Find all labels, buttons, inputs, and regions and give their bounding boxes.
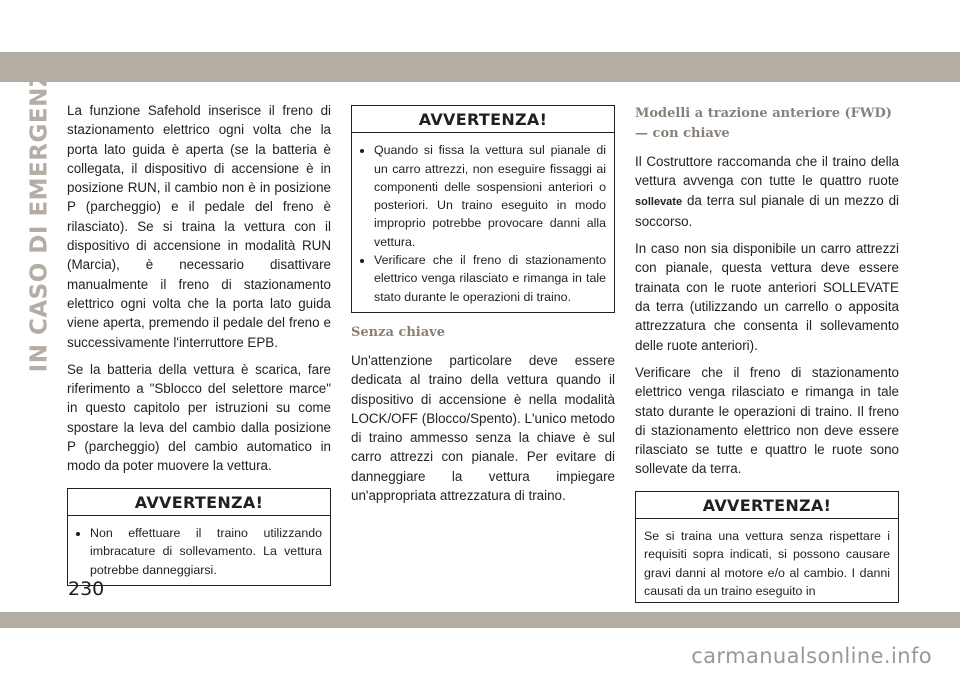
warning-title: AVVERTENZA! xyxy=(352,106,614,133)
warning-box xyxy=(67,488,331,586)
paragraph-parking-brake: Verificare che il freno di stazionamento elettrico venga rilasciato e rimanga in tale stato durante le operazioni di traino. Il freno di stazionamento elettrico non deve essere rilasciato se tutte e quattro le ruote sono sollevate da terra. xyxy=(635,364,899,477)
paragraph-keyless: Un'attenzione particolare deve essere dedicata al traino della vettura quando il dispositivo di accensione è nella modalità LOCK/OFF (Blocco/Spento). L'unico metodo di traino ammesso senza la chiave è sul carro attrezzi con pianale. Per evitare di danneggiare la vettura impiegare un'appropriata attrezzatura di traino. xyxy=(351,352,615,504)
warning-list xyxy=(68,516,330,585)
section-heading: Senza chiave xyxy=(351,324,445,340)
paragraph-no-flatbed: In caso non sia disponibile un carro attrezzi con pianale, questa vettura deve essere trainata con le ruote anteriori SOLLEVATE da terra (utilizzando un carrello o apposita attrezzatura che consenta il sollevamento delle ruote anteriori). xyxy=(635,241,899,353)
paragraph-safehold: La funzione Safehold inserisce il freno di stazionamento elettrico ogni volta che la porta lato guida è aperta (se la batteria è collegata, il dispositivo di accensione è in posizione RUN, il cambio non è in posizione P (parcheggio) e il pedale del freno è rilasciato). Se si traina la vettura con il dispositivo di accensione in modalità RUN (Marcia), è necessario disattivare manualmente il freno di stazionamento elettrico ogni volta che la porta lato guida viene aperta, premendo il pedale del freno e successivamente l'interruttore EPB. xyxy=(67,103,331,350)
warning-title: AVVERTENZA! xyxy=(68,489,330,516)
warning-box xyxy=(351,105,615,313)
warning-item: • Quando si fissa la vettura sul pianale di un carro attrezzi, non eseguire fissaggi ai componenti delle sospensioni anteriori o posteriori. Un traino eseguito in modo improprio potrebbe provocare danni alla vettura. xyxy=(374,141,606,251)
footer-band xyxy=(0,612,960,628)
column-right xyxy=(635,104,899,603)
warning-list xyxy=(352,133,614,312)
page-number: 230 xyxy=(68,578,105,600)
section-title: IN CASO DI EMERGENZA xyxy=(26,51,52,373)
column-left xyxy=(67,101,331,586)
text-part: Il Costruttore raccomanda che il traino della vettura avvenga con tutte le quattro ruote xyxy=(635,154,899,189)
warning-item: • Verificare che il freno di stazionamento elettrico venga rilasciato e rimanga in tale stato durante le operazioni di traino. xyxy=(374,251,606,306)
warning-title: AVVERTENZA! xyxy=(636,492,898,519)
warning-text: Se si traina una vettura senza rispettare i requisiti sopra indicati, si possono causare gravi danni al motore e/o al cambio. I danni causati da un traino eseguito in xyxy=(644,529,890,598)
paragraph-battery: Se la batteria della vettura è scarica, fare riferimento a "Sblocco del selettore marce" in questo capitolo per istruzioni su come spostare la leva del cambio dalla posizione P (parcheggio) del cambio automatico in modo da poter muovere la vettura. xyxy=(67,361,331,474)
text-part: da terra sul pianale di un mezzo di soccorso. xyxy=(635,192,899,229)
header-band xyxy=(0,52,960,82)
section-heading: Modelli a trazione anteriore (FWD) — con chiave xyxy=(635,106,892,141)
emphasis-text: sollevate xyxy=(635,195,683,208)
paragraph-recommendation xyxy=(635,152,899,231)
column-middle xyxy=(351,105,615,513)
section-side-tab xyxy=(26,51,52,373)
warning-item: • Non effettuare il traino utilizzando imbracature di sollevamento. La vettura potrebbe danneggiarsi. xyxy=(90,524,322,579)
warning-box xyxy=(635,491,899,603)
watermark: carmanualsonline.info xyxy=(691,644,932,668)
